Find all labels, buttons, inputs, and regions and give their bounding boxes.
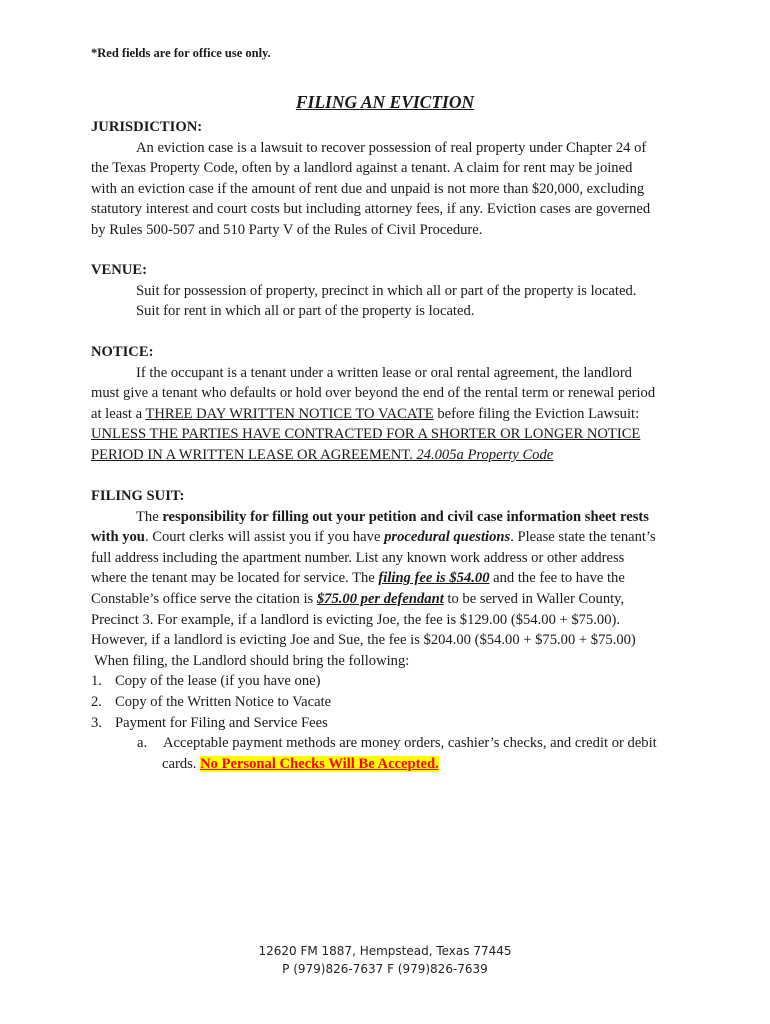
filing-text: Constable’s office serve the citation is: [91, 590, 317, 607]
list-item: [91, 671, 691, 692]
venue-heading: VENUE:: [91, 262, 147, 278]
property-code-reference: 24.005a Property Code: [412, 446, 554, 463]
filing-line: Precinct 3. For example, if a landlord is evicting Joe, the fee is $129.00 ($54.00 + $75.00).: [91, 611, 621, 628]
filing-text: to be served in Waller County,: [443, 590, 625, 607]
list-item: [91, 692, 691, 713]
no-personal-checks-warning: No Personal Checks Will Be Accepted.: [200, 755, 439, 772]
office-use-note: *Red fields are for office use only.: [91, 46, 271, 60]
list-item-text: Payment for Filing and Service Fees: [115, 714, 328, 731]
filing-line: [91, 507, 691, 528]
sub-list-item-continued: [91, 754, 691, 775]
jurisdiction-section: [91, 117, 691, 241]
filing-text: The: [136, 508, 163, 525]
notice-line: If the occupant is a tenant under a written lease or oral rental agreement, the landlord: [136, 364, 632, 381]
jurisdiction-line: An eviction case is a lawsuit to recover possession of real property under Chapter 24 of: [136, 139, 647, 156]
notice-line: [91, 404, 691, 425]
jurisdiction-line: statutory interest and court costs but including attorney fees, if any. Eviction cases are governed: [91, 201, 651, 218]
filing-suit-section: [91, 486, 691, 774]
notice-line: [91, 445, 691, 466]
payment-methods-text: cards.: [162, 755, 201, 772]
responsibility-text: with you: [91, 529, 145, 546]
footer-phone: P (979)826-7637 F (979)826-7639: [282, 962, 488, 976]
document-title: FILING AN EVICTION: [295, 92, 475, 112]
jurisdiction-line: the Texas Property Code, often by a landlord against a tenant. A claim for rent may be joined: [91, 160, 633, 177]
filing-line: However, if a landlord is evicting Joe and Sue, the fee is $204.00 ($54.00 + $75.00 + $75.00): [91, 632, 636, 649]
jurisdiction-line: with an eviction case if the amount of rent due and unpaid is not more than $20,000, excluding: [91, 180, 645, 197]
filing-text: and the fee to have the: [489, 570, 625, 587]
footer-address: 12620 FM 1887, Hempstead, Texas 77445: [258, 944, 512, 958]
venue-section: [91, 260, 691, 322]
venue-line: Suit for possession of property, precinct in which all or part of the property is located.: [136, 282, 637, 299]
list-item-text: Copy of the Written Notice to Vacate: [115, 693, 332, 710]
page-footer: [0, 942, 770, 978]
filing-text: where the tenant may be located for service. The: [91, 570, 379, 587]
list-item-number: 2.: [91, 693, 102, 710]
notice-section: [91, 342, 691, 466]
responsibility-text: responsibility for filling out your petition and civil case information sheet rests: [162, 508, 649, 525]
filing-line: full address including the apartment number. List any known work address or other address: [91, 549, 625, 566]
filing-fee-text: filing fee is $54.00: [378, 570, 490, 587]
notice-line: must give a tenant who defaults or hold over beyond the end of the rental term or renewal period: [91, 385, 656, 402]
payment-methods-text: Acceptable payment methods are money orders, cashier’s checks, and credit or debit: [163, 735, 657, 752]
filing-line: [91, 568, 691, 589]
notice-text: before filing the Eviction Lawsuit:: [433, 405, 640, 422]
sub-list-letter: a.: [137, 735, 148, 752]
filing-line: [91, 527, 691, 548]
jurisdiction-heading: JURISDICTION:: [91, 119, 203, 135]
list-item-number: 3.: [91, 714, 102, 731]
list-item: [91, 713, 691, 734]
filing-text: . Please state the tenant’s: [510, 529, 656, 546]
filing-line: [91, 589, 691, 610]
notice-exception-line: UNLESS THE PARTIES HAVE CONTRACTED FOR A SHORTER OR LONGER NOTICE: [91, 426, 641, 443]
sub-list-item: [91, 733, 691, 754]
list-item-number: 1.: [91, 673, 102, 690]
notice-text: at least a: [91, 405, 146, 422]
filing-text: . Court clerks will assist you if you have: [144, 529, 385, 546]
procedural-questions-text: procedural questions: [384, 529, 511, 546]
jurisdiction-line: by Rules 500-507 and 510 Party V of the Rules of Civil Procedure.: [91, 221, 483, 238]
venue-line: Suit for rent in which all or part of the property is located.: [136, 303, 475, 320]
filing-heading: FILING SUIT:: [91, 488, 185, 504]
list-item-text: Copy of the lease (if you have one): [115, 673, 321, 690]
service-fee-text: $75.00 per defendant: [316, 590, 444, 607]
notice-heading: NOTICE:: [91, 344, 154, 360]
notice-exception-text: PERIOD IN A WRITTEN LEASE OR AGREEMENT.: [91, 446, 413, 463]
notice-vacate-requirement: THREE DAY WRITTEN NOTICE TO VACATE: [145, 405, 434, 422]
filing-line: When filing, the Landlord should bring the following:: [94, 652, 410, 669]
